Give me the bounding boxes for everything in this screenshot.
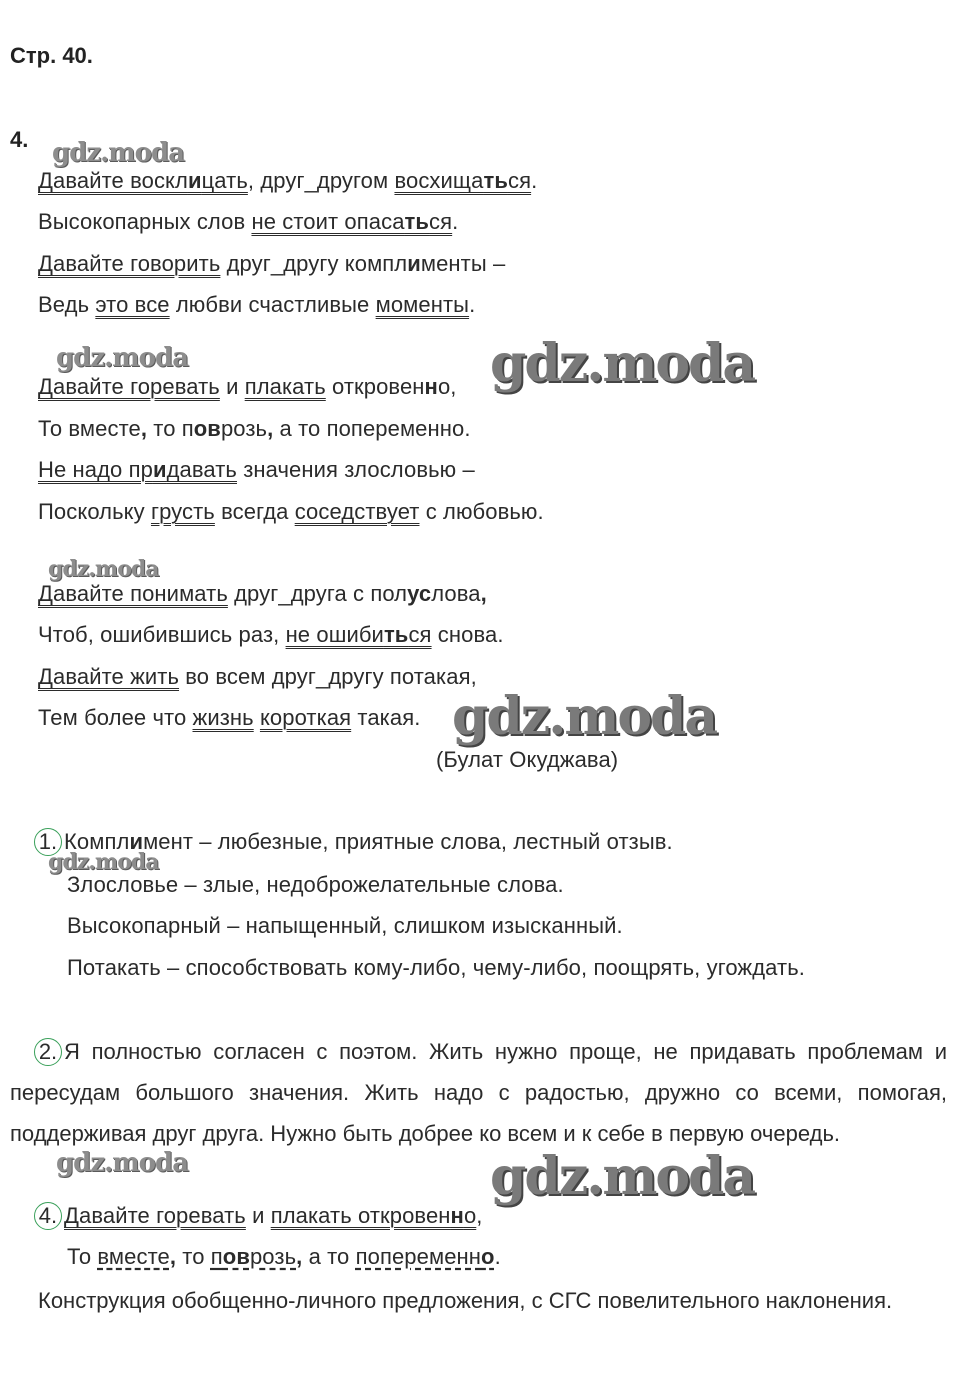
answer-1-line: Злословье – злые, недоброжелательные слова. (67, 872, 564, 897)
poem-line: Давайте говорить друг_другу комплименты – (38, 251, 506, 276)
watermark-logo: gdz.moda (452, 686, 717, 747)
poem-line: Чтоб, ошибившись раз, не ошибиться снова. (38, 622, 504, 647)
poem-line: Давайте понимать друг_друга с полуслова, (38, 581, 487, 606)
watermark-logo: gdz.moda (490, 1146, 755, 1207)
watermark-logo: gdz.moda (490, 333, 755, 394)
task-number: 4. (10, 127, 29, 152)
answer-1-line: Высокопарный – напыщенный, слишком изысканный. (67, 913, 623, 938)
poem-line: То вместе, то поврозь, а то попеременно. (38, 416, 471, 441)
watermark-logo: gdz.moda (48, 849, 159, 875)
poem-line: Давайте восклицать, друг_другом восхищаться. (38, 168, 538, 193)
poem-line: Тем более что жизнь короткая такая. (38, 705, 421, 730)
page-heading: Стр. 40. (10, 43, 93, 68)
poem-line: Давайте горевать и плакать откровенно, (38, 374, 457, 399)
answer-4-conclusion: Конструкция обобщенно-личного предложения, с СГС повелительного наклонения. (38, 1288, 893, 1313)
poem-line: Поскольку грусть всегда соседствует с любовью. (38, 499, 544, 524)
watermark-logo: gdz.moda (56, 343, 189, 373)
watermark-logo: gdz.moda (56, 1148, 189, 1178)
poem-line: Ведь это все любви счастливые моменты. (38, 292, 476, 317)
watermark-logo: gdz.moda (52, 138, 185, 168)
answer-2-paragraph: 2. Я полностью согласен с поэтом. Жить нужно проще, не придавать проблемам и пересудам большого значения. Жить надо с радостью, дружно со всеми, помогая, поддерживая друг друга. Нужно быть добрее ко всем и к себе в первую очередь. (10, 1039, 947, 1146)
answer-4-line: То вместе, то поврозь, а то попеременно. (67, 1244, 501, 1269)
poem-author: (Булат Окуджава) (436, 747, 619, 772)
answer-number-circle: 1. (34, 828, 62, 856)
answer-number-circle: 4. (34, 1202, 62, 1230)
answer-1-line: Потакать – способствовать кому-либо, чему-либо, поощрять, угождать. (67, 955, 805, 980)
poem-line: Давайте жить во всем друг_другу потакая, (38, 664, 477, 689)
watermark-logo: gdz.moda (48, 556, 159, 582)
poem-line: Высокопарных слов не стоит опасаться. (38, 209, 459, 234)
answer-4-line: 4. Давайте горевать и плакать откровенно, (34, 1202, 483, 1230)
answer-1-line: 1. Комплимент – любезные, приятные слова, лестный отзыв. (34, 828, 673, 856)
answer-number-circle: 2. (34, 1038, 62, 1066)
poem-line: Не надо придавать значения злословью – (38, 457, 475, 482)
